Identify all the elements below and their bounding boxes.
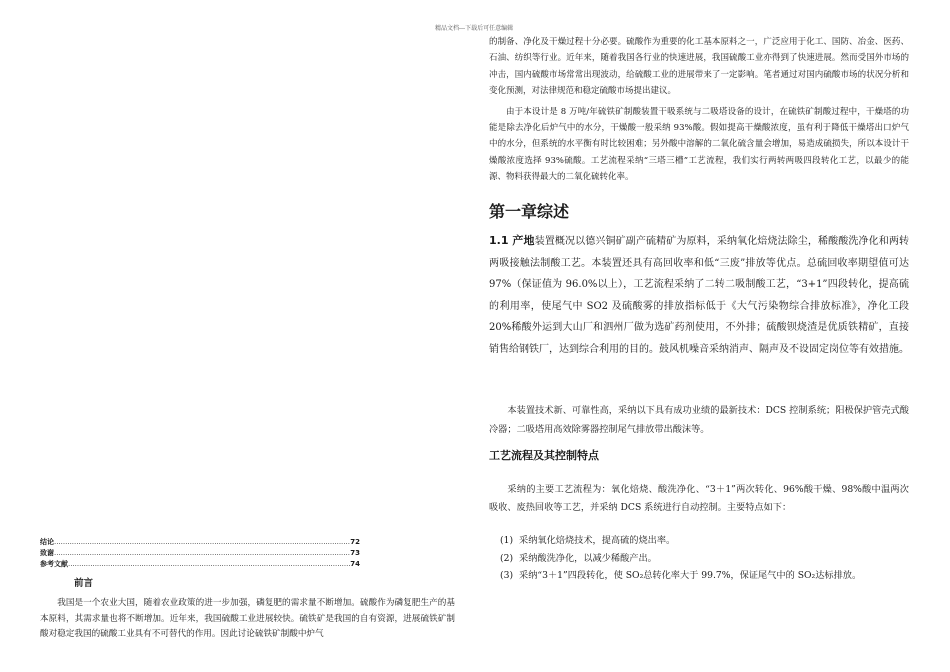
overview-text: 装置概况以德兴铜矿副产硫精矿为原料，采纳氧化焙烧法除尘，稀酸酸洗净化和两转两吸接触法制酸工艺。本装置还具有高回收率和低“三废”排放等优点。总硫回收率期望值可达 97%（保证值为 96.0%以上），工艺流程采纳了二转二吸制酸工艺，“3+1”四段转化，提高硫的利用率，使尾气中 SO2 及硫酸雾的排放指标低于《大气污染物综合排放标准》，净化工段 20%稀酸外运到大山厂和泗州厂做为选矿药剂使用，不外排；硫酸钡烧渣是优质铁精矿，直接销售给钢铁厂，达到综合利用的目的。鼓风机噪音采纳消声、隔声及不设固定岗位等有效措施。 bbox=[489, 236, 909, 355]
toc-entry-title: 结论 bbox=[40, 538, 54, 546]
toc-entry-title: 致谢 bbox=[40, 549, 54, 557]
toc-entry-page: 72 bbox=[350, 538, 360, 546]
header-watermark: 精品文档---下载后可任意编辑 bbox=[435, 25, 514, 32]
design-paragraph: 由于本设计是 8 万吨/年硫铁矿制酸装置干吸系统与二吸塔设备的设计，在硫铁矿制酸过程中，干燥塔的功能是除去净化后炉气中的水分，干燥酸一般采纳 93%酸。假如提高干燥酸浓度，虽有利于降低干燥塔出口炉气中的水分，但系统的水平衡有时比较困难；另外酸中溶解的二氧化硫含量会增加，易造成硫损失，所以本设计干燥酸浓度选择 93%硫酸。工艺流程采纳“三塔三槽”工艺流程，我们实行两转两吸四段转化工艺，以最少的能源、物料获得最大的二氧化硫转化率。 bbox=[489, 107, 909, 182]
toc-entry-references[interactable] bbox=[40, 559, 360, 570]
overview-paragraph bbox=[489, 230, 909, 361]
toc-entry-conclusion[interactable] bbox=[40, 537, 360, 548]
list-item-text: 采纳氧化焙烧技术，提高硫的烧出率。 bbox=[519, 535, 676, 546]
toc-leader-dots bbox=[54, 548, 350, 559]
process-paragraph: 采纳的主要工艺流程为：氧化焙烧、酸洗净化、“3＋1”两次转化、96%酸干燥、98%酸中温两次吸收、废热回收等工艺，并采纳 DCS 系统进行自动控制。主要特点如下： bbox=[489, 484, 909, 513]
toc-entry-title: 参考文献 bbox=[40, 560, 68, 568]
list-item-text: 采纳“3＋1”四段转化，使 SO₂总转化率大于 99.7%，保证尾气中的 SO₂达标排放。 bbox=[519, 570, 862, 581]
section-number-heading: 1.1 产地 bbox=[489, 234, 535, 247]
preface-title: 前言 bbox=[74, 578, 94, 589]
toc-leader-dots bbox=[54, 537, 350, 548]
chapter-title: 第一章综述 bbox=[489, 202, 570, 221]
toc-entry-page: 73 bbox=[350, 549, 360, 557]
list-item-number: (2) bbox=[500, 552, 514, 564]
table-of-contents bbox=[40, 537, 360, 570]
toc-entry-acknowledgements[interactable] bbox=[40, 548, 360, 559]
section-title: 工艺流程及其控制特点 bbox=[489, 449, 599, 462]
list-item-number: (1) bbox=[500, 535, 514, 546]
list-item bbox=[489, 567, 909, 585]
technology-paragraph: 本装置技术新、可靠性高，采纳以下具有成功业绩的最新技术：DCS 控制系统；阳极保护管壳式酸冷器；二吸塔用高效除雾器控制尾气排放带出酸沫等。 bbox=[489, 405, 909, 435]
feature-list bbox=[489, 532, 909, 585]
intro-paragraph: 的制备、净化及干燥过程十分必要。硫酸作为重要的化工基本原料之一，广泛应用于化工、国防、冶金、医药、石油、纺织等行业。近年来，随着我国各行业的快速进展，我国硫酸工业亦得到了快速进展。然而受国外市场的冲击，国内硫酸市场常常出现波动，给硫酸工业的进展带来了一定影响。笔者通过对国内硫酸市场的状况分析和变化预测，对法律规范和稳定硫酸市场提出建议。 bbox=[489, 37, 909, 96]
preface-paragraph: 我国是一个农业大国，随着农业政策的进一步加强，磷复肥的需求量不断增加。硫酸作为磷复肥生产的基本原料，其需求量也将不断增加。近年来，我国硫酸工业进展较快。硫铁矿是我国的自有资源，进展硫铁矿制酸对稳定我国的硫酸工业具有不可替代的作用。因此讨论硫铁矿制酸中炉气 bbox=[40, 598, 455, 639]
list-item bbox=[489, 532, 909, 550]
list-item-number: (3) bbox=[500, 570, 514, 581]
list-item-text: 采纳酸洗净化，以减少稀酸产出。 bbox=[519, 552, 657, 564]
list-item bbox=[489, 550, 909, 568]
toc-entry-page: 74 bbox=[350, 560, 360, 568]
toc-leader-dots bbox=[68, 559, 350, 570]
